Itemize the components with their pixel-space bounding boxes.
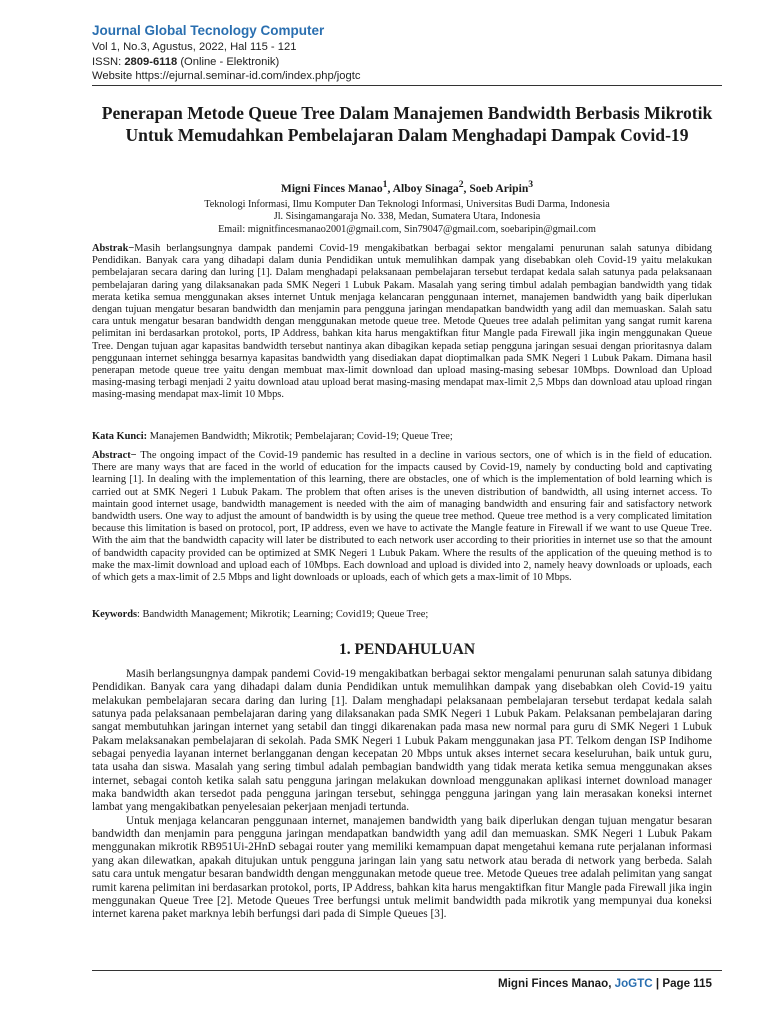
abstrak-paragraph: Abstrak−Masih berlangsungnya dampak pandemi Covid-19 mengakibatkan berbagai sektor mengalami penurunan salah satunya dibidang Pendidikan. Banyak cara yang dihadapi dalam dunia Pendidikan untuk memulihkan dampak yang disebabkan oleh Covid-19 yaitu melakukan pembelajaran secara daring dan luring [1]. Dalam menghadapi pelaksanaan pembelajaran tersebut terdapat kedala salah satunya pada pelaksanaan pembelajaran daring yang dilaksanakan pada SMK Negeri 1 Lubuk Pakam. Masalah yang sering timbul adalah pembagian bandwidth yang tidak merata ketika semua menggunakan akses internet Untuk menjaga kelancaran penggunaan internet, manajemen bandwidth yang baik diperlukan dengan tujuan mengatur besaran bandwidth dan menjamin para pengguna jaringan mendapatkan bandwidth yang adil dan memuaskan. Salah satu cara untuk mengatur besaran bandwidth dengan menggunakan metode queue tree. Metode Queues tree adalah pelimitan yang sangat rumit karena pelimitan ini berdasarkan protokol, ports, IP Address, bahkan kita harus mengaktifkan fitur Mangle pada Firewall jika ingin menggunakan Queue Tree. Dengan tujuan agar kapasitas bandwidth tersebut nantinya akan dibagikan kepada setiap pengguna jaringan sesuai dengan prioritasnya dalam penggunaan internet sehingga besarnya kapasitas bandwidth yang disediakan dapat dioptimalkan pada SMK Negeri 1 Lubuk Pakam. Dimana hasil penerapan metode queue tree yaitu dengan membuat max-limit download dan upload masing-masing sebesar 10Mbps. Download dan Upload masing-masing terbagi menjadi 2 yaitu download atau upload berat masing-masing mendapat max-limit 2,5 Mbps dan download atau upload ringan masing-masing mendapat max-limit 10 Mbps.	[92, 243, 712, 401]
website-info: Website https://ejurnal.seminar-id.com/index.php/jogtc	[92, 70, 361, 82]
abstract-paragraph: Abstract− The ongoing impact of the Covid-19 pandemic has resulted in a decline in various sectors, one of which is in the field of education. There are many ways that are faced in the world of education for the impacts caused by Covid-19, namely by conducting bold and captivating learning [1]. In dealing with the implementation of this learning, there are obstacles, one of which is the implementation of bold learning which is carried out at SMK Negeri 1 Lubuk Pakam. The problem that often arises is the uneven distribution of bandwidth, all using internet access. To maintain good internet usage, bandwidth management is needed with the aim of managing bandwidth and ensuring fair and satisfactory network bandwidth users. One way to adjust the amount of bandwidth is by using the queue tree method. Queue tree method is a very complicated limitation because this limitation is based on protocol, port, IP address, even we have to activate the Mangle feature in Firewall if we want to use Queue Tree. With the aim that the bandwidth capacity will later be distributed to each network user according to their priorities in internet use so that the amount of bandwidth capacity provided can be optimized at SMK Negeri 1 Lubuk Pakam. Where the results of the application of the queuing method is to make the max-limit download and upload each of 10Mbps. Each download and upload is divided into 2, namely heavy downloads or uploads, each of which gets a max-limit of 2.5 Mbps and light downloads or uploads, each of which gets a max-limit of 10 Mbps.	[92, 450, 712, 584]
kata-kunci-text: Manajemen Bandwidth; Mikrotik; Pembelajaran; Covid-19; Queue Tree;	[147, 431, 453, 442]
affiliation-line: Teknologi Informasi, Ilmu Komputer Dan Teknologi Informasi, Universitas Budi Darma, Indonesia	[204, 199, 610, 210]
body-text	[92, 668, 712, 922]
journal-name: Journal Global Tecnology Computer	[92, 23, 325, 38]
email-line: Email: mignitfincesmanao2001@gmail.com, Sin79047@gmail.com, soebaripin@gmail.com	[218, 223, 596, 235]
abstrak-label: Abstrak	[92, 243, 129, 254]
author-name: Migni Finces Manao	[280, 181, 383, 195]
abstract-label: Abstract	[92, 450, 131, 461]
abstrak-text: Masih berlangsungnya dampak pandemi Covid-19 mengakibatkan berbagai sektor mengalami penurunan salah satunya dibidang Pendidikan. Banyak cara yang dihadapi dalam dunia Pendidikan untuk memulihkan dampak yang disebabkan oleh Covid-19 yaitu melakukan pembelajaran secara daring dan luring [1]. Dalam menghadapi pelaksanaan pembelajaran tersebut terdapat kedala salah satunya pada pelaksanaan pembelajaran daring yang dilaksanakan pada SMK Negeri 1 Lubuk Pakam. Masalah yang sering timbul adalah pembagian bandwidth yang tidak merata ketika semua menggunakan akses internet Untuk menjaga kelancaran penggunaan internet, manajemen bandwidth yang baik diperlukan dengan tujuan mengatur besaran bandwidth dan menjamin para pengguna jaringan mendapatkan bandwidth yang adil dan memuaskan. Salah satu cara untuk mengatur besaran bandwidth dengan menggunakan metode queue tree. Metode Queues tree adalah pelimitan yang sangat rumit karena pelimitan ini berdasarkan protokol, ports, IP Address, bahkan kita harus mengaktifkan fitur Mangle pada Firewall jika ingin menggunakan Queue Tree. Dengan tujuan agar kapasitas bandwidth tersebut nantinya akan dibagikan kepada setiap pengguna jaringan sesuai dengan prioritasnya dalam penggunaan internet sehingga besarnya kapasitas bandwidth yang disediakan dapat dioptimalkan pada SMK Negeri 1 Lubuk Pakam. Dimana hasil penerapan metode queue tree yaitu dengan membuat max-limit download dan upload masing-masing sebesar 10Mbps. Download dan Upload masing-masing terbagi menjadi 2 yaitu download atau upload berat masing-masing mendapat max-limit 2,5 Mbps dan download atau upload ringan masing-masing mendapat max-limit 10 Mbps.	[92, 243, 712, 401]
issn-info	[92, 55, 722, 70]
footer-journal-abbr: JoGTC	[614, 977, 653, 990]
author-name: Alboy Sinaga	[392, 181, 459, 195]
affiliation-block	[92, 199, 722, 236]
affiliation-line: Jl. Sisingamangaraja No. 338, Medan, Sumatera Utara, Indonesia	[273, 211, 541, 223]
issn-suffix: (Online - Elektronik)	[177, 55, 280, 68]
author-affil-number: 3	[528, 179, 534, 190]
page-footer	[498, 977, 712, 990]
author-separator: ,	[463, 181, 470, 195]
kata-kunci-label: Kata Kunci:	[92, 431, 148, 442]
journal-header	[92, 22, 722, 84]
body-paragraph: Masih berlangsungnya dampak pandemi Covid-19 mengakibatkan berbagai sektor mengalami penurunan salah satunya dibidang Pendidikan. Banyak cara yang dihadapi dalam dunia Pendidikan untuk memulihkan dampak yang disebabkan oleh Covid-19 yaitu melakukan pembelajaran secara daring dan luring [1]. Dalam menghadapi pelaksanaan pembelajaran tersebut terdapat kedala salah satunya pada pelaksanaan pembelajaran daring yang dilaksanakan pada SMK Negeri 1 Lubuk Pakam. Pelaksanan pembelajaran daring sangat membutuhkan jaringan internet yang setabil dan tinggi dikarenakan pada masa new normal para guru di SMK Negeri 1 Lubuk Pakam melaksanakan pembelajaran di sekolah. Pada SMK Negeri 1 Lubuk Pakam menggunakan jasa PT. Telkom dengan ISP Indihome sebagai penyedia layanan internet berlangganan dengan kecepatan 20 Mbps untuk akses internet secara keseluruhan, baik untuk guru, tata usaha dan siswa. Masalah yang sering timbul adalah pembagian bandwidth yang tidak merata ketika semua menggunakan akses internet, sebagai contoh ketika salah satu pengguna jaringan melakukan download menggunakan aplikasi internet download manager maka bandwidth akan tersedot pada pengguna jaringan tersebut, sehingga pengguna jaringan yang lain merasakan koneksi internet lambat yang mengakibatkan penyelesaian pekerjaan menjadi tertunda.	[92, 668, 712, 814]
footer-author: Migni Finces Manao,	[498, 977, 615, 990]
author-affil-number: 1	[382, 179, 388, 190]
keywords-text: : Bandwidth Management; Mikrotik; Learning; Covid19; Queue Tree;	[137, 609, 429, 620]
issn-label: ISSN:	[92, 55, 125, 68]
issn-number: 2809-6118	[124, 55, 178, 68]
footer-page: | Page 115	[652, 977, 712, 990]
section-heading: 1. PENDAHULUAN	[338, 641, 476, 658]
paper-title: Penerapan Metode Queue Tree Dalam Manajemen Bandwidth Berbasis Mikrotik Untuk Memudahkan Pembelajaran Dalam Menghadapi Dampak Covid-19	[101, 103, 713, 145]
body-paragraph: Untuk menjaga kelancaran penggunaan internet, manajemen bandwidth yang baik diperlukan dengan tujuan mengatur besaran bandwidth dan menjamin para pengguna jaringan mendapatkan bandwidth yang adil dan memuaskan. SMK Negeri 1 Lubuk Pakam menggunakan mikrotik RB951Ui-2HnD sebagai router yang memiliki kemampuan dapat mengetahui kemana rute perjalanan informasi yang akan dilewatkan, apakah ditujukan untuk pengguna jaringan lain yang satu network atau berada di network yang berbeda. Salah satu cara untuk mengatur besaran bandwidth dengan menggunakan metode queue tree. Metode Queues tree adalah pelimitan yang sangat rumit karena pelimitan ini berdasarkan protokol, ports, IP Address, bahkan kita harus mengaktifkan fitur Mangle pada Firewall jika ingin menggunakan Queue Tree [2]. Metode Queues Tree berfungsi untuk melimit bandwidth pada mikrotik yang mempunyai dua koneksi internet karena paket marknya lebih berfungsi dari pada di Simple Queues [3].	[92, 814, 712, 921]
abstract-text: The ongoing impact of the Covid-19 pandemic has resulted in a decline in various sectors, one of which is in the field of education. There are many ways that are faced in the world of education for the impacts caused by Covid-19, namely by conducting bold and captivating learning [1]. In dealing with the implementation of this learning, there are obstacles, one of which is the implementation of bold learning which is carried out at SMK Negeri 1 Lubuk Pakam. The problem that often arises is the uneven distribution of bandwidth, all using internet access. To maintain good internet usage, bandwidth management is needed with the aim of managing bandwidth and ensuring fair and satisfactory network bandwidth users. One way to adjust the amount of bandwidth is by using the queue tree method. Queue tree method is a very complicated limitation because this limitation is based on protocol, port, IP address, even we have to activate the Mangle feature in Firewall if we want to use Queue Tree. With the aim that the bandwidth capacity will later be distributed to each network user according to their priorities in internet use so that the amount of bandwidth capacity provided can be optimized at SMK Negeri 1 Lubuk Pakam. Where the results of the application of the queuing method is to make the max-limit download and upload each of 10Mbps. Each download and upload is divided into 2, namely heavy downloads or uploads, each of which gets a max-limit of 2.5 Mbps and light downloads or uploads, each of which gets a max-limit of 10 Mbps.	[92, 450, 712, 584]
header-rule	[92, 85, 722, 86]
keywords-label: Keywords	[92, 609, 138, 620]
author-list	[92, 179, 722, 195]
author-name: Soeb Aripin	[469, 181, 529, 195]
author-separator: ,	[387, 181, 393, 195]
footer-rule	[92, 970, 722, 971]
kata-kunci	[92, 431, 712, 443]
keywords	[92, 609, 712, 621]
author-affil-number: 2	[458, 179, 464, 190]
volume-info: Vol 1, No.3, Agustus, 2022, Hal 115 - 121	[92, 41, 297, 53]
